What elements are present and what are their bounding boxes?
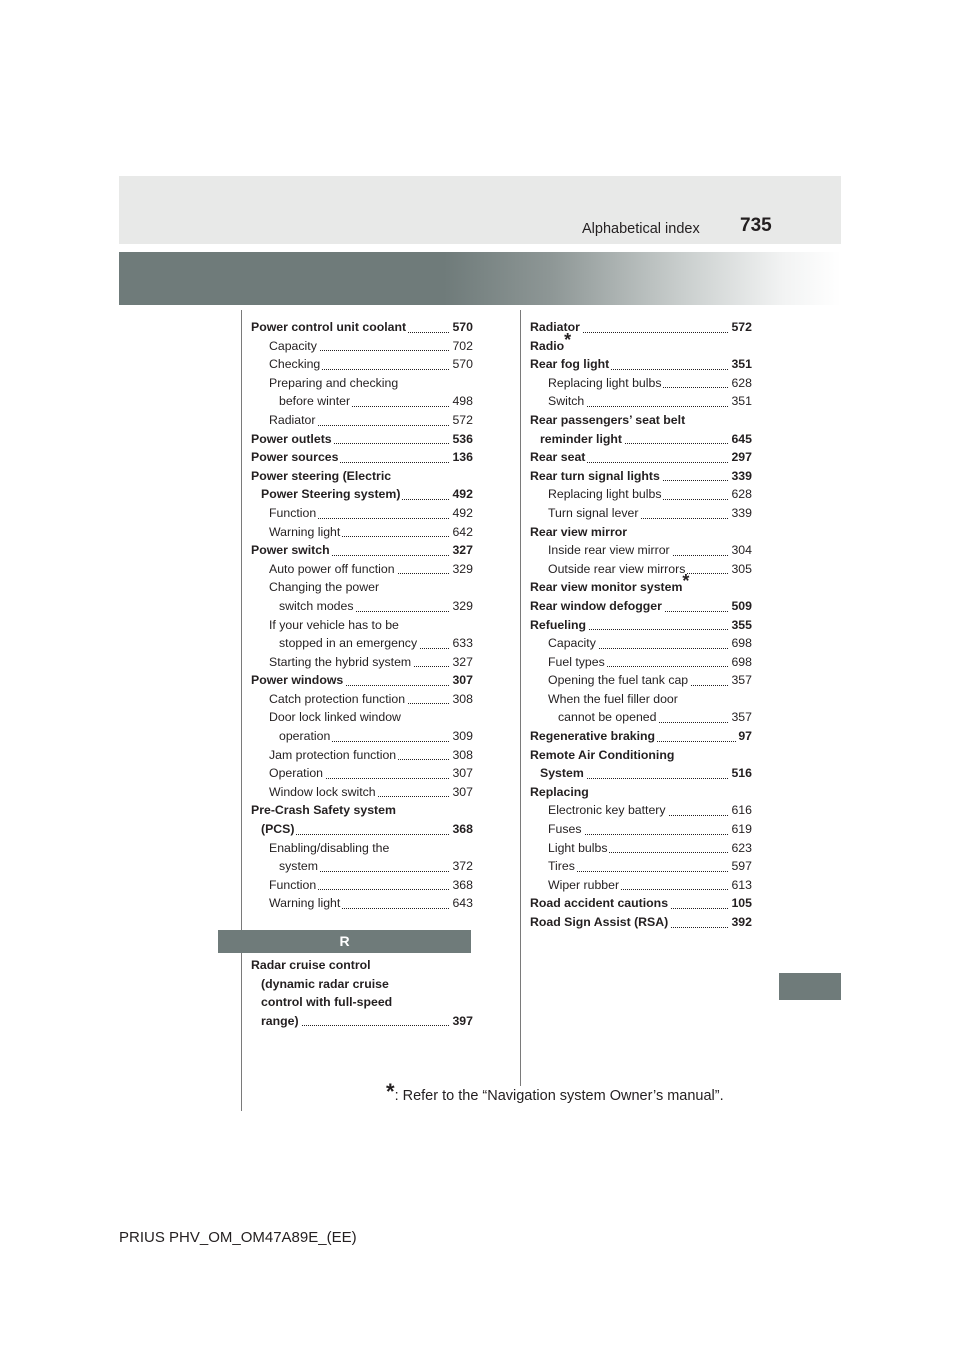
index-entry-term: Door lock linked window [269,708,403,727]
index-entry-term: Preparing and checking [269,374,400,393]
index-entry [530,597,752,616]
index-entry-page: 642 [450,523,473,542]
dot-leader [548,871,752,872]
index-entry-term: Function [269,876,318,895]
index-entry-term: Rear view monitor system* [530,578,691,597]
header-gradient-bar [119,252,841,305]
index-entry [251,801,473,820]
index-entry-page: 597 [729,857,752,876]
index-entry-page: 492 [450,485,473,504]
index-entry [251,523,473,542]
index-entry-term: Opening the fuel tank cap [548,671,690,690]
index-entry-term: Power sources [251,448,340,467]
index-entry-page: 307 [450,764,473,783]
index-entry-term: Jam protection function [269,746,398,765]
index-entry-page: 372 [450,857,473,876]
index-entry-term: When the fuel filler door [548,690,680,709]
index-entry-term: Operation [269,764,325,783]
index-entry-term: Fuel types [548,653,607,672]
index-entry-term: switch modes [279,597,356,616]
index-entry [251,616,473,635]
index-entry [251,857,473,876]
index-entry [251,839,473,858]
index-entry-page: 339 [729,504,752,523]
index-entry-page: 351 [729,392,752,411]
index-entry [251,956,473,975]
index-entry [530,485,752,504]
index-entry [251,653,473,672]
index-entry-term: Refueling [530,616,588,635]
index-entry-term: Capacity [269,337,319,356]
index-section-r [251,956,473,1030]
index-entry-term: Rear window defogger [530,597,664,616]
index-entry [251,1012,473,1031]
page-header-title: Alphabetical index [582,221,700,237]
index-entry-page: 97 [736,727,752,746]
index-entry [530,857,752,876]
index-entry-term: Outside rear view mirrors [548,560,687,579]
index-entry [530,355,752,374]
index-entry [530,783,752,802]
index-entry-term: Replacing light bulbs [548,485,663,504]
index-entry-page: 392 [729,913,752,932]
index-entry [530,671,752,690]
index-entry [251,993,473,1012]
index-entry-term: cannot be opened [558,708,658,727]
footnote-ref-asterisk: * [682,571,690,592]
index-entry [251,392,473,411]
index-entry-term: range) [261,1012,301,1031]
index-entry-term: Radar cruise control [251,956,373,975]
index-entry-page: 633 [450,634,473,653]
index-entry [530,504,752,523]
index-entry-term: If your vehicle has to be [269,616,401,635]
index-entry [251,597,473,616]
index-entry [251,448,473,467]
index-entry [251,975,473,994]
index-entry-page: 351 [729,355,752,374]
index-entry-term: (PCS) [261,820,296,839]
index-entry-term: Road accident cautions [530,894,670,913]
index-entry-term: before winter [279,392,352,411]
index-entry [251,485,473,504]
index-entry-page: 613 [729,876,752,895]
left-column-rule [241,310,242,1111]
index-entry-page: 397 [450,1012,473,1031]
index-entry [530,571,752,597]
index-entry-page: 304 [729,541,752,560]
index-entry-page: 105 [729,894,752,913]
index-entry-page: 628 [729,374,752,393]
index-entry-term: Fuses [548,820,584,839]
index-entry-term: Starting the hybrid system [269,653,413,672]
index-entry-page: 308 [450,746,473,765]
index-entry [530,820,752,839]
index-entry-page: 623 [729,839,752,858]
index-entry-page: 619 [729,820,752,839]
index-entry-page: 309 [450,727,473,746]
index-entry-term: Road Sign Assist (RSA) [530,913,670,932]
index-entry-page: 307 [450,783,473,802]
index-entry-term: Rear turn signal lights [530,467,662,486]
page-number: 735 [740,215,772,236]
index-entry [251,337,473,356]
index-entry-term: Radiator [269,411,317,430]
index-entry-page: 616 [729,801,752,820]
index-entry [530,894,752,913]
index-entry [530,746,752,765]
index-entry-page: 357 [729,671,752,690]
index-entry [530,616,752,635]
index-entry-term: Wiper rubber [548,876,621,895]
index-entry-term: System [540,764,586,783]
index-entry-page: 136 [450,448,473,467]
index-entry-term: Capacity [548,634,598,653]
index-entry-page: 628 [729,485,752,504]
index-entry-term: Power switch [251,541,332,560]
index-entry [530,727,752,746]
header-band [119,176,841,244]
index-entry-page: 572 [450,411,473,430]
index-entry-term: Power steering (Electric [251,467,393,486]
index-entry [251,727,473,746]
index-entry-page: 305 [729,560,752,579]
index-entry [251,671,473,690]
footnote-asterisk: * [386,1079,395,1104]
index-entry-term: Checking [269,355,322,374]
index-entry-page: 570 [450,318,473,337]
index-entry [530,876,752,895]
index-entry-page: 536 [450,430,473,449]
index-entry-page: 570 [450,355,473,374]
index-entry [251,374,473,393]
index-entry-term: Light bulbs [548,839,609,858]
index-entry [530,708,752,727]
index-entry-term: reminder light [540,430,624,449]
index-entry-page: 329 [450,560,473,579]
index-entry [251,355,473,374]
index-entry [530,523,752,542]
index-entry-term: operation [279,727,332,746]
index-entry-term: Radio* [530,337,573,356]
index-entry [530,467,752,486]
index-entry-page: 357 [729,708,752,727]
index-entry [251,876,473,895]
index-entry [530,653,752,672]
index-entry [530,764,752,783]
index-entry [251,578,473,597]
index-entry-term: Warning light [269,894,342,913]
index-entry [251,541,473,560]
footnote [386,1079,724,1104]
index-entry [251,708,473,727]
index-entry-term: Power control unit coolant [251,318,408,337]
index-entry-term: Rear fog light [530,355,611,374]
index-entry [251,783,473,802]
index-entry-page: 368 [450,876,473,895]
index-entry-page: 308 [450,690,473,709]
index-entry-term: Regenerative braking [530,727,657,746]
index-entry [251,411,473,430]
index-entry-term: (dynamic radar cruise [261,975,391,994]
index-entry-term: Auto power off function [269,560,397,579]
index-entry-term: control with full-speed [261,993,394,1012]
index-entry-term: Rear seat [530,448,587,467]
index-entry-term: Warning light [269,523,342,542]
index-entry [530,411,752,430]
index-entry [530,329,752,356]
index-entry-page: 698 [729,634,752,653]
index-entry [530,374,752,393]
index-entry-page: 327 [450,653,473,672]
index-entry-term: Replacing [530,783,591,802]
index-entry-term: Power Steering system) [261,485,402,504]
index-entry [251,634,473,653]
index-entry [251,430,473,449]
footnote-ref-asterisk: * [564,329,572,350]
index-entry-page: 698 [729,653,752,672]
index-entry-term: Window lock switch [269,783,378,802]
index-entry-term: Power outlets [251,430,334,449]
index-entry [530,913,752,932]
index-column-left [251,318,473,913]
index-entry [251,820,473,839]
index-entry-term: stopped in an emergency [279,634,419,653]
index-entry [530,541,752,560]
index-entry-page: 509 [729,597,752,616]
index-entry-page: 327 [450,541,473,560]
index-entry-term: Enabling/disabling the [269,839,391,858]
index-entry-page: 329 [450,597,473,616]
index-entry-term: Radiator [530,318,582,337]
index-entry [251,690,473,709]
index-entry-page: 516 [729,764,752,783]
index-entry-term: Catch protection function [269,690,407,709]
index-entry-term: Pre-Crash Safety system [251,801,398,820]
index-entry [530,560,752,579]
index-entry-term: system [279,857,320,876]
index-entry-page: 702 [450,337,473,356]
index-entry-term: Replacing light bulbs [548,374,663,393]
index-entry [530,634,752,653]
index-entry [530,690,752,709]
index-entry-term: Changing the power [269,578,381,597]
index-entry [530,839,752,858]
document-id: PRIUS PHV_OM_OM47A89E_(EE) [119,1229,357,1246]
index-entry-term: Turn signal lever [548,504,640,523]
index-entry-page: 645 [729,430,752,449]
index-entry-page: 339 [729,467,752,486]
index-entry [530,448,752,467]
index-entry-term: Tires [548,857,577,876]
chapter-side-tab [779,973,841,1000]
index-column-right [530,318,752,932]
index-entry-page: 492 [450,504,473,523]
index-entry [251,504,473,523]
index-entry-page: 355 [729,616,752,635]
index-entry [251,560,473,579]
index-entry-page: 498 [450,392,473,411]
index-entry-page: 307 [450,671,473,690]
index-entry-page: 368 [450,820,473,839]
middle-column-rule [520,310,521,1086]
index-entry [530,392,752,411]
index-entry [251,746,473,765]
index-entry [251,318,473,337]
index-entry [530,430,752,449]
section-letter-r: R [218,930,471,953]
index-entry [530,801,752,820]
index-entry-page: 643 [450,894,473,913]
index-entry-term: Inside rear view mirror [548,541,672,560]
index-entry-term: Switch [548,392,586,411]
index-entry [251,894,473,913]
footnote-text: : Refer to the “Navigation system Owner’s manual”. [394,1088,724,1104]
index-entry-term: Rear passengers’ seat belt [530,411,687,430]
index-entry [251,764,473,783]
index-entry-term: Electronic key battery [548,801,668,820]
index-entry-term: Power windows [251,671,345,690]
index-entry-term: Function [269,504,318,523]
index-entry-term: Rear view mirror [530,523,629,542]
index-entry-term: Remote Air Conditioning [530,746,676,765]
index-entry-page: 297 [729,448,752,467]
index-entry-page: 572 [729,318,752,337]
index-entry [251,467,473,486]
